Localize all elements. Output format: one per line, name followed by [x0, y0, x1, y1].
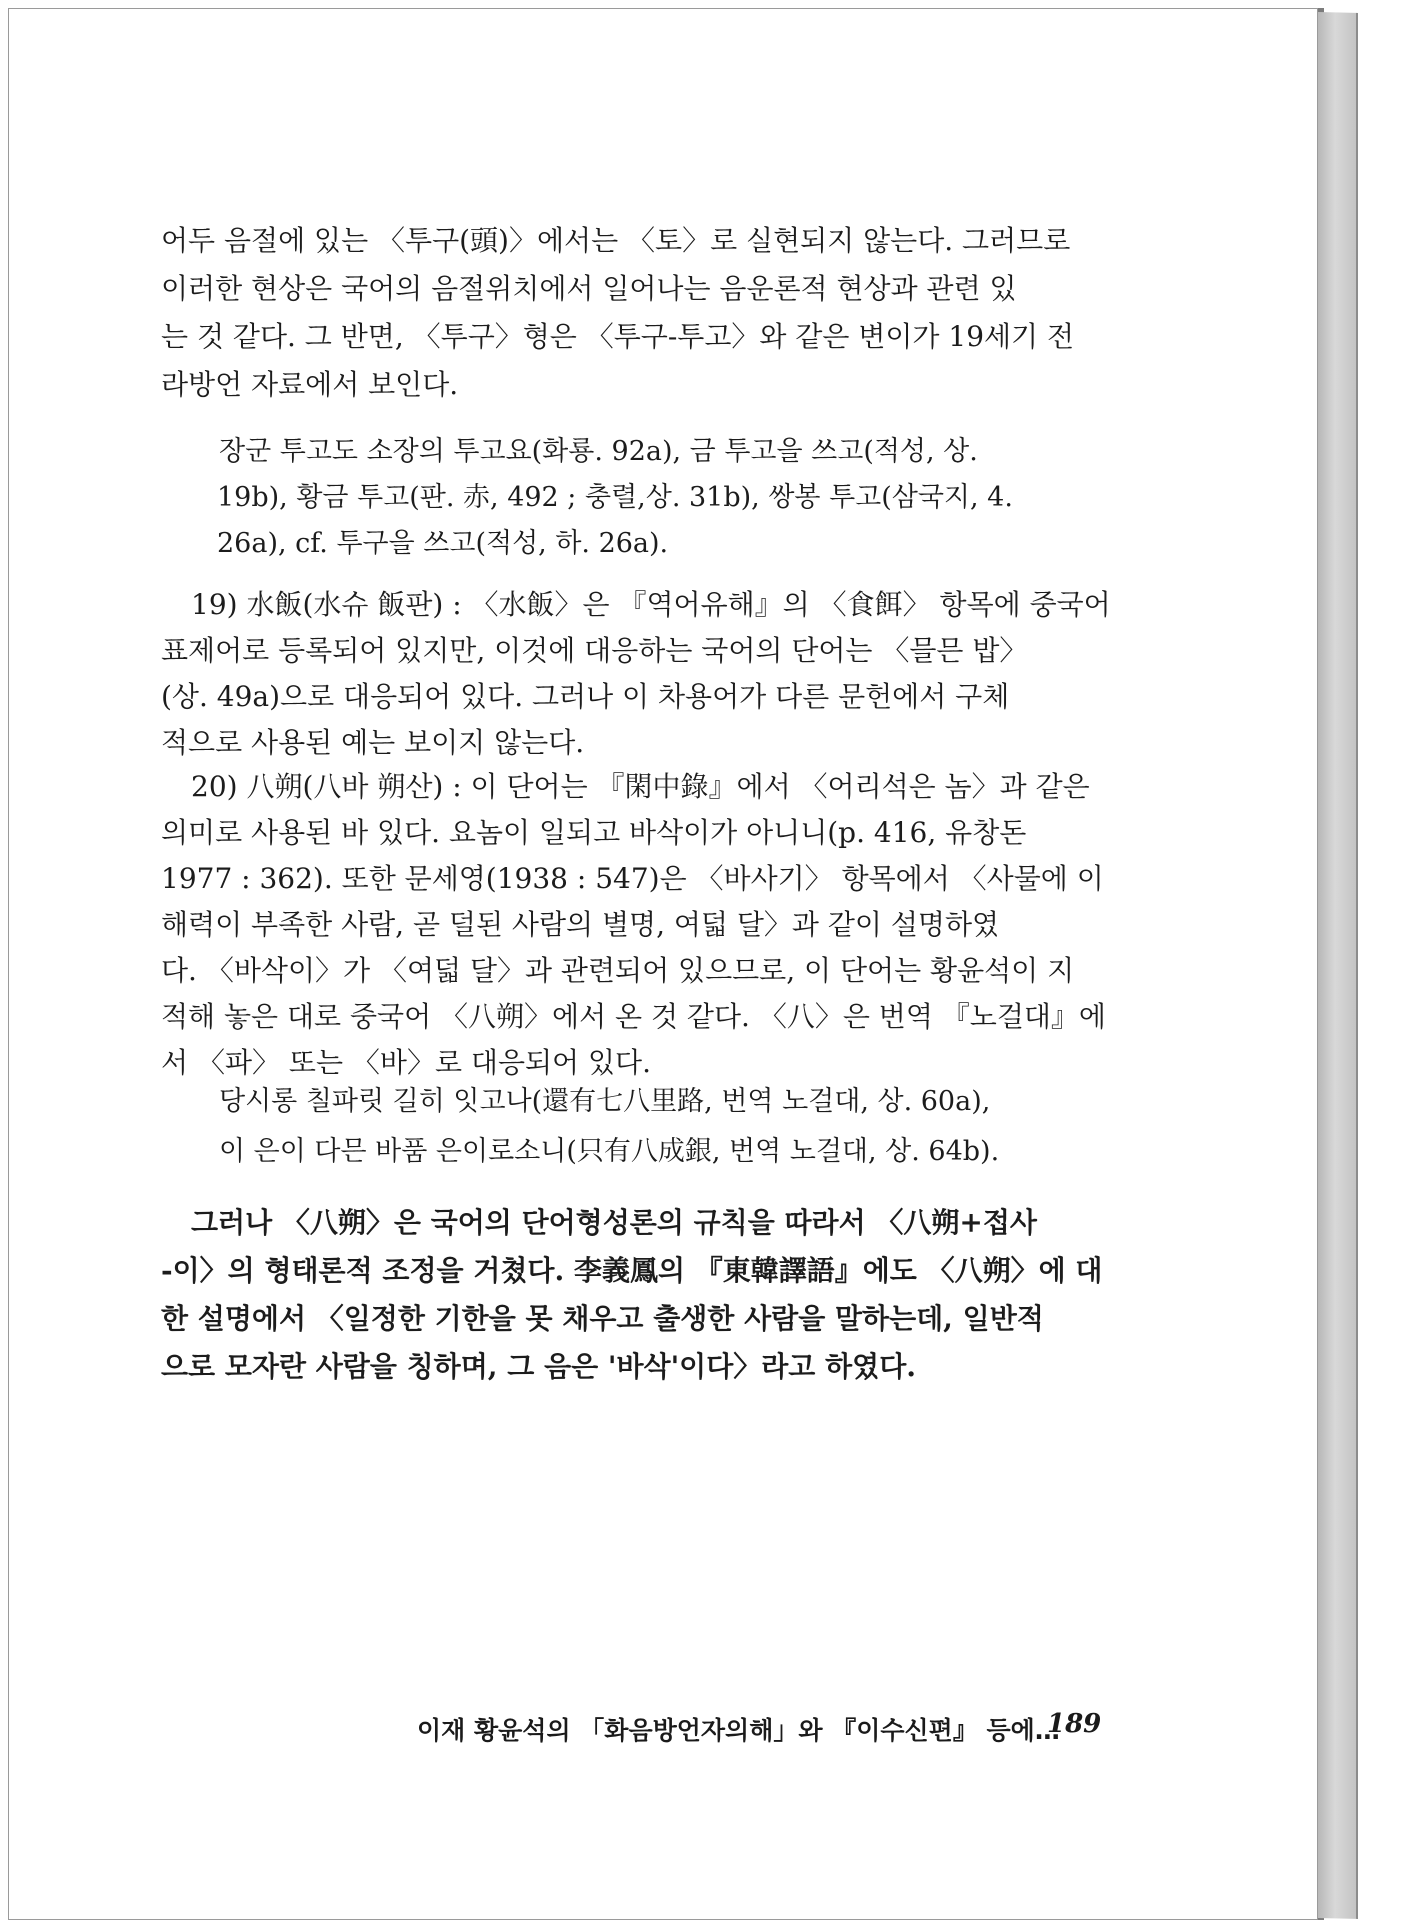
text-line: 해력이 부족한 사람, 곧 덜된 사람의 별명, 여덟 달〉과 같이 설명하였	[161, 908, 1000, 941]
text-line: 19) 水飯(水슈 飯판) : 〈水飯〉은 『역어유해』의 〈食餌〉 항목에 중국어	[191, 588, 1111, 621]
text-line: 그러나 〈八朔〉은 국어의 단어형성론의 규칙을 따라서 〈八朔+접사	[191, 1206, 1037, 1239]
text-line: -이〉의 형태론적 조정을 거쳤다. 李義鳳의 『東韓譯語』에도 〈八朔〉에 대	[161, 1254, 1103, 1287]
text-line: 이러한 현상은 국어의 음절위치에서 일어나는 음운론적 현상과 관련 있	[161, 272, 1017, 305]
text-line: 이 은이 다믄 바품 은이로소니(只有八成銀, 번역 노걸대, 상. 64b).	[219, 1136, 1000, 1167]
text-line: 의미로 사용된 바 있다. 요놈이 일되고 바삭이가 아니니(p. 416, 유창돈	[161, 816, 1027, 849]
text-line: 다. 〈바삭이〉가 〈여덟 달〉과 관련되어 있으므로, 이 단어는 황윤석이 지	[161, 954, 1075, 987]
book-page	[8, 8, 1318, 1920]
text-line: 으로 모자란 사람을 칭하며, 그 음은 '바삭'이다〉라고 하였다.	[161, 1350, 916, 1383]
text-line: 장군 투고도 소장의 투고요(화룡. 92a), 금 투고을 쓰고(적성, 상.	[219, 436, 978, 467]
text-line: 1977 : 362). 또한 문세영(1938 : 547)은 〈바사기〉 항목에서 〈사물에 이	[161, 862, 1104, 895]
text-line: 적으로 사용된 예는 보이지 않는다.	[161, 726, 585, 759]
text-line: (상. 49a)으로 대응되어 있다. 그러나 이 차용어가 다른 문헌에서 구체	[161, 680, 1010, 713]
text-line: 서 〈파〉 또는 〈바〉로 대응되어 있다.	[161, 1046, 651, 1079]
text-line: 표제어로 등록되어 있지만, 이것에 대응하는 국어의 단어는 〈믈믄 밥〉	[161, 634, 1028, 667]
text-line: 당시롱 칠파릿 길히 잇고나(還有七八里路, 번역 노걸대, 상. 60a),	[219, 1086, 991, 1117]
text-line: 라방언 자료에서 보인다.	[161, 368, 459, 401]
page-edge-thickness	[1318, 12, 1358, 1919]
running-footer: 이재 황윤석의 「화음방언자의해」와 『이수신편』 등에…	[417, 1716, 1060, 1745]
text-line: 어두 음절에 있는 〈투구(頭)〉에서는 〈토〉로 실현되지 않는다. 그러므로	[161, 224, 1071, 257]
page-number: 189	[1047, 1709, 1102, 1739]
text-line: 는 것 같다. 그 반면, 〈투구〉형은 〈투구-투고〉와 같은 변이가 19세기 전	[161, 320, 1075, 353]
text-line: 19b), 황금 투고(판. 赤, 492 ; 충렬,상. 31b), 쌍봉 투고(삼국지, 4.	[217, 482, 1013, 513]
text-line: 20) 八朔(八바 朔산) : 이 단어는 『閑中錄』에서 〈어리석은 놈〉과 같은	[191, 770, 1090, 803]
text-line: 26a), cf. 투구을 쓰고(적성, 하. 26a).	[217, 528, 669, 559]
text-line: 적해 놓은 대로 중국어 〈八朔〉에서 온 것 같다. 〈八〉은 번역 『노걸대』에	[161, 1000, 1106, 1033]
text-line: 한 설명에서 〈일정한 기한을 못 채우고 출생한 사람을 말하는데, 일반적	[161, 1302, 1044, 1335]
